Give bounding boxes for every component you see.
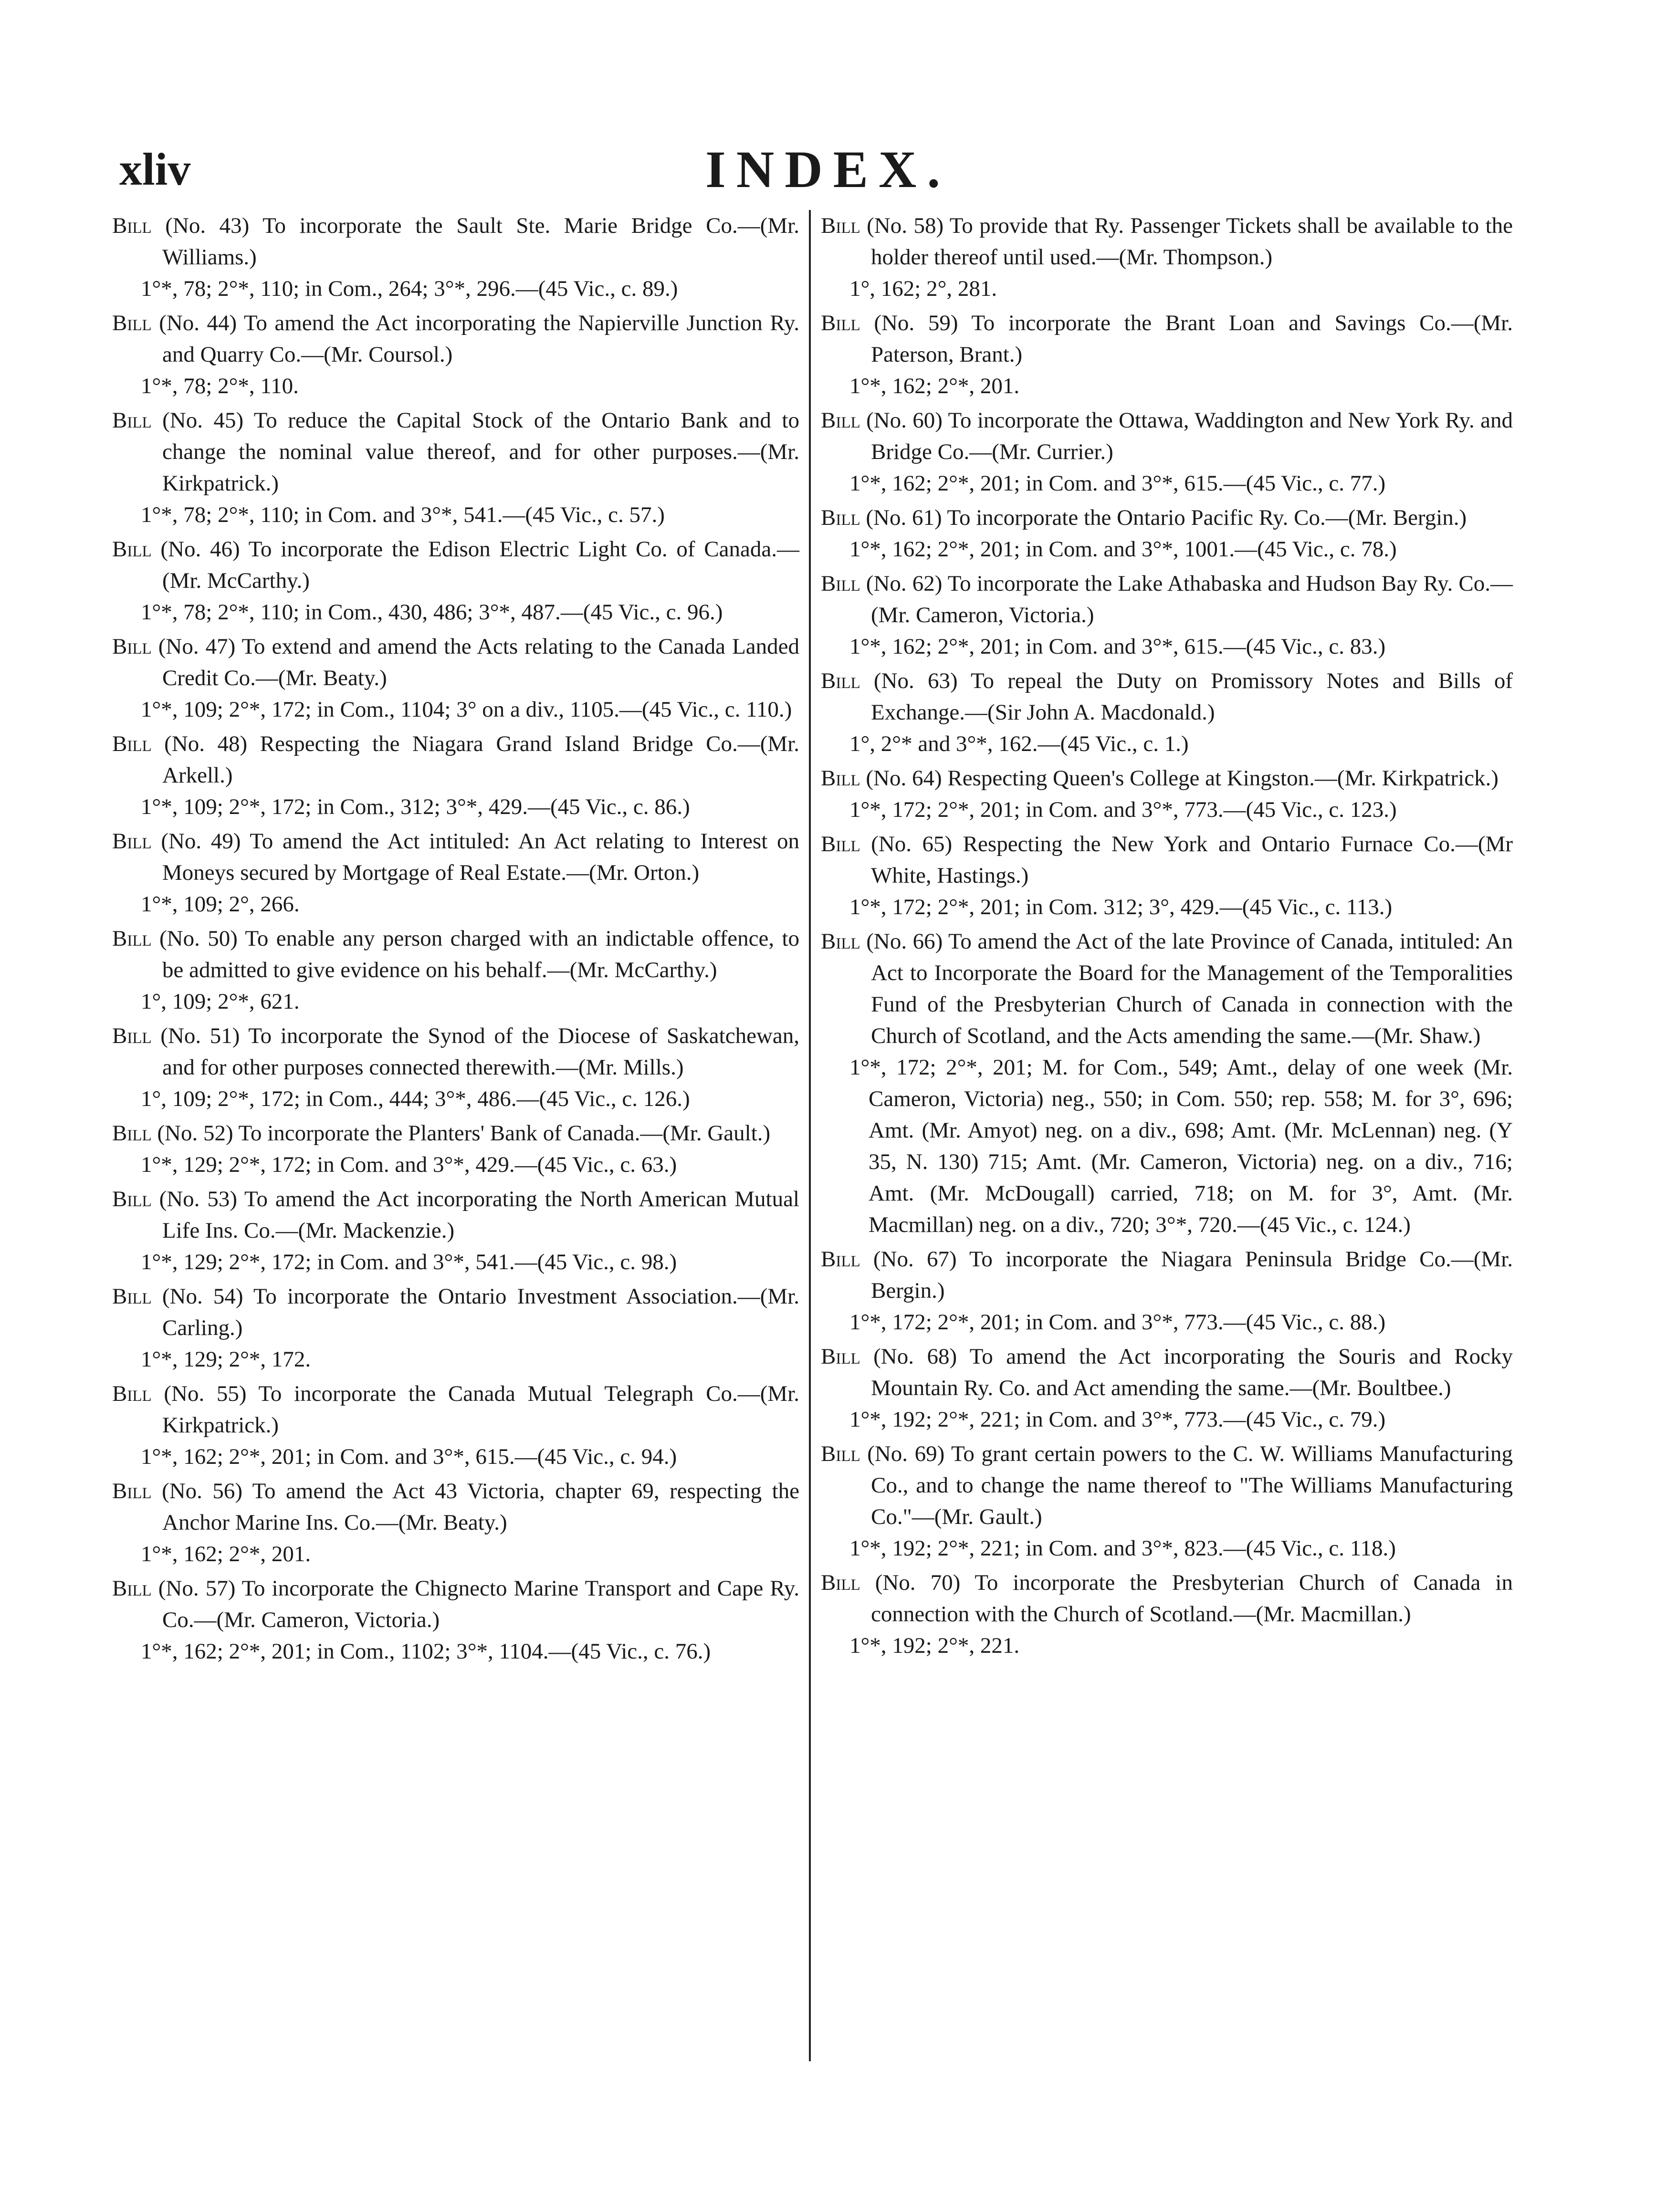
bill-label: Bill — [821, 1247, 860, 1272]
bill-label: Bill — [112, 311, 152, 335]
index-entry — [112, 1117, 799, 1180]
bill-proceedings: 1°*, 78; 2°*, 110; in Com. and 3°*, 541.—(45 Vic., c. 57.) — [141, 502, 665, 527]
bill-title: (No. 45) To reduce the Capital Stock of the Ontario Bank and to change the nominal value thereof, and for other purposes.—(Mr. Kirkpatrick.) — [151, 408, 799, 496]
bill-label: Bill — [821, 408, 860, 433]
index-entry — [112, 1183, 799, 1278]
bill-label: Bill — [821, 766, 860, 791]
bill-proceedings: 1°*, 172; 2°*, 201; in Com. and 3°*, 773.—(45 Vic., c. 88.) — [849, 1310, 1386, 1335]
entry-heading — [821, 926, 1513, 1052]
bill-proceedings: 1°*, 109; 2°*, 172; in Com., 312; 3°*, 429.—(45 Vic., c. 86.) — [141, 794, 690, 819]
index-entry — [821, 502, 1513, 565]
entry-heading — [112, 1281, 799, 1344]
index-entry — [112, 1020, 799, 1115]
index-entry — [821, 828, 1513, 923]
entry-heading — [112, 307, 799, 370]
bill-title: (No. 50) To enable any person charged with an indictable offence, to be admitted to give evidence on his behalf.—(Mr. McCarthy.) — [151, 926, 799, 982]
bill-title: (No. 51) To incorporate the Synod of the Diocese of Saskatchewan, and for other purposes connected therewith.—(Mr. Mills.) — [151, 1023, 799, 1080]
entry-heading — [821, 828, 1513, 891]
bill-proceedings: 1°*, 162; 2°*, 201; in Com. and 3°*, 1001.—(45 Vic., c. 78.) — [849, 537, 1397, 562]
page-title: INDEX. — [705, 140, 951, 198]
bill-title: (No. 43) To incorporate the Sault Ste. Marie Bridge Co.—(Mr. Williams.) — [151, 213, 799, 270]
bill-title: (No. 66) To amend the Act of the late Province of Canada, intituled: An Act to Incorporate the Board for the Management of the Temporalities Fund of the Presbyterian Church of Canada in connection with the Church of Scotland, and the Acts amending the same.—(Mr. Shaw.) — [860, 929, 1513, 1048]
bill-label: Bill — [821, 1570, 860, 1595]
bill-title: (No. 47) To extend and amend the Acts relating to the Canada Landed Credit Co.—(Mr. Beaty.) — [151, 634, 799, 690]
bill-proceedings: 1°, 2°* and 3°*, 162.—(45 Vic., c. 1.) — [849, 731, 1189, 756]
bill-proceedings: 1°*, 129; 2°*, 172; in Com. and 3°*, 429.—(45 Vic., c. 63.) — [141, 1152, 677, 1177]
bill-title: (No. 62) To incorporate the Lake Athabaska and Hudson Bay Ry. Co.—(Mr. Cameron, Victoria.) — [860, 571, 1513, 627]
bill-label: Bill — [821, 1344, 860, 1369]
index-entry — [821, 1567, 1513, 1661]
entry-heading — [821, 1438, 1513, 1533]
right-column — [821, 210, 1513, 2118]
index-entry — [112, 1475, 799, 1570]
bill-proceedings: 1°*, 162; 2°*, 201. — [849, 374, 1020, 398]
bill-label: Bill — [821, 213, 860, 238]
index-entry — [112, 307, 799, 402]
bill-label: Bill — [112, 731, 152, 756]
entry-heading — [821, 665, 1513, 728]
entry-heading — [821, 502, 1513, 533]
bill-title: (No. 56) To amend the Act 43 Victoria, chapter 69, respecting the Anchor Marine Ins. Co.—(Mr. Beaty.) — [151, 1479, 799, 1535]
entry-heading — [112, 1573, 799, 1636]
entry-heading — [112, 1183, 799, 1246]
bill-title: (No. 53) To amend the Act incorporating the North American Mutual Life Ins. Co.—(Mr. Mackenzie.) — [151, 1187, 799, 1243]
bill-title: (No. 49) To amend the Act intituled: An Act relating to Interest on Moneys secured by Mortgage of Real Estate.—(Mr. Orton.) — [151, 829, 799, 885]
bill-proceedings: 1°*, 162; 2°*, 201; in Com. and 3°*, 615.—(45 Vic., c. 77.) — [849, 471, 1386, 496]
index-entry — [112, 825, 799, 920]
bill-proceedings: 1°*, 109; 2°, 266. — [141, 892, 300, 917]
bill-proceedings: 1°*, 78; 2°*, 110. — [141, 374, 299, 398]
bill-title: (No. 48) Respecting the Niagara Grand Island Bridge Co.—(Mr. Arkell.) — [151, 731, 799, 788]
entry-heading — [112, 923, 799, 986]
bill-label: Bill — [112, 1023, 152, 1048]
entry-heading — [821, 405, 1513, 468]
entry-heading — [112, 533, 799, 596]
bill-label: Bill — [112, 408, 152, 433]
bill-title: (No. 57) To incorporate the Chignecto Marine Transport and Cape Ry. Co.—(Mr. Cameron, Victoria.) — [151, 1576, 799, 1632]
index-entry — [821, 762, 1513, 825]
bill-label: Bill — [112, 537, 152, 562]
bill-label: Bill — [821, 832, 860, 856]
bill-label: Bill — [821, 1441, 860, 1466]
bill-label: Bill — [821, 311, 860, 335]
bill-proceedings: 1°*, 78; 2°*, 110; in Com., 264; 3°*, 296.—(45 Vic., c. 89.) — [141, 276, 678, 301]
bill-proceedings: 1°, 109; 2°*, 621. — [141, 989, 300, 1014]
bill-proceedings: 1°*, 78; 2°*, 110; in Com., 430, 486; 3°*, 487.—(45 Vic., c. 96.) — [141, 600, 723, 625]
index-entry — [821, 665, 1513, 760]
bill-proceedings: 1°*, 162; 2°*, 201; in Com. and 3°*, 615.—(45 Vic., c. 94.) — [141, 1444, 677, 1469]
bill-title: (No. 69) To grant certain powers to the C. W. Williams Manufacturing Co., and to change the name thereof to "The Williams Manufacturing Co."—(Mr. Gault.) — [860, 1441, 1513, 1529]
entry-heading — [112, 1020, 799, 1083]
entry-heading — [112, 728, 799, 791]
bill-proceedings: 1°*, 172; 2°*, 201; in Com. 312; 3°, 429.—(45 Vic., c. 113.) — [849, 895, 1393, 919]
entry-heading — [112, 210, 799, 273]
bill-proceedings: 1°, 109; 2°*, 172; in Com., 444; 3°*, 486.—(45 Vic., c. 126.) — [141, 1086, 690, 1111]
index-entry — [112, 1378, 799, 1472]
bill-label: Bill — [821, 668, 860, 693]
entry-heading — [112, 1378, 799, 1441]
bill-proceedings: 1°*, 129; 2°*, 172. — [141, 1347, 311, 1372]
bill-label: Bill — [821, 571, 860, 596]
bill-title: (No. 55) To incorporate the Canada Mutual Telegraph Co.—(Mr. Kirkpatrick.) — [151, 1381, 799, 1438]
index-entry — [112, 631, 799, 725]
index-entry — [821, 210, 1513, 304]
entry-heading — [821, 210, 1513, 273]
entry-heading — [821, 1243, 1513, 1306]
bill-proceedings: 1°*, 172; 2°*, 201; M. for Com., 549; Amt., delay of one week (Mr. Cameron, Victoria) neg., 550; in Com. 550; rep. 558; M. for 3°, 696; Amt. (Mr. Amyot) neg. on a div., 698; Amt. (Mr. McLennan) neg. (Y 35, N. 130) 715; Amt. (Mr. Cameron, Victoria) neg. on a div., 716; Amt. (Mr. McDougall) carried, 718; on M. for 3°, Amt. (Mr. Macmillan) neg. on a div., 720; 3°*, 720.—(45 Vic., c. 124.) — [849, 1055, 1513, 1237]
index-entry — [821, 1341, 1513, 1435]
entry-heading — [821, 568, 1513, 631]
bill-title: (No. 70) To incorporate the Presbyterian Church of Canada in connection with the Church of Scotland.—(Mr. Macmillan.) — [860, 1570, 1513, 1627]
bill-label: Bill — [112, 1121, 152, 1146]
entry-heading — [821, 762, 1513, 794]
bill-title: (No. 52) To incorporate the Planters' Bank of Canada.—(Mr. Gault.) — [151, 1121, 771, 1146]
entry-heading — [112, 1117, 799, 1149]
bill-proceedings: 1°*, 172; 2°*, 201; in Com. and 3°*, 773.—(45 Vic., c. 123.) — [849, 797, 1397, 822]
bill-proceedings: 1°*, 192; 2°*, 221. — [849, 1633, 1020, 1658]
bill-label: Bill — [821, 505, 860, 530]
index-entry — [821, 1438, 1513, 1564]
entry-heading — [112, 1475, 799, 1538]
index-entry — [821, 926, 1513, 1241]
index-entry — [112, 405, 799, 531]
bill-label: Bill — [112, 926, 152, 951]
bill-proceedings: 1°*, 192; 2°*, 221; in Com. and 3°*, 773.—(45 Vic., c. 79.) — [849, 1407, 1386, 1432]
bill-label: Bill — [821, 929, 860, 954]
column-divider — [809, 210, 811, 2061]
entry-heading — [821, 307, 1513, 370]
bill-proceedings: 1°*, 162; 2°*, 201. — [141, 1542, 311, 1566]
bill-label: Bill — [112, 1187, 152, 1211]
index-entry — [821, 1243, 1513, 1338]
bill-title: (No. 54) To incorporate the Ontario Investment Association.—(Mr. Carling.) — [151, 1284, 799, 1340]
left-column — [112, 210, 799, 2118]
page-number: xliv — [119, 144, 191, 195]
entry-heading — [112, 405, 799, 499]
index-entry — [821, 405, 1513, 499]
entry-heading — [112, 825, 799, 888]
index-entry — [112, 210, 799, 304]
bill-proceedings: 1°*, 192; 2°*, 221; in Com. and 3°*, 823.—(45 Vic., c. 118.) — [849, 1536, 1396, 1561]
index-entry — [112, 1281, 799, 1375]
bill-title: (No. 44) To amend the Act incorporating the Napierville Junction Ry. and Quarry Co.—(Mr. Coursol.) — [151, 311, 799, 367]
index-entry — [112, 533, 799, 628]
index-entry — [821, 568, 1513, 662]
bill-title: (No. 46) To incorporate the Edison Electric Light Co. of Canada.—(Mr. McCarthy.) — [151, 537, 799, 593]
bill-proceedings: 1°, 162; 2°, 281. — [849, 276, 997, 301]
bill-title: (No. 59) To incorporate the Brant Loan and Savings Co.—(Mr. Paterson, Brant.) — [860, 311, 1513, 367]
bill-title: (No. 61) To incorporate the Ontario Pacific Ry. Co.—(Mr. Bergin.) — [860, 505, 1467, 530]
bill-label: Bill — [112, 634, 152, 659]
bill-proceedings: 1°*, 162; 2°*, 201; in Com. and 3°*, 615.—(45 Vic., c. 83.) — [849, 634, 1386, 659]
entry-heading — [821, 1567, 1513, 1630]
entry-heading — [821, 1341, 1513, 1404]
bill-title: (No. 67) To incorporate the Niagara Peninsula Bridge Co.—(Mr. Bergin.) — [860, 1247, 1513, 1303]
bill-label: Bill — [112, 1284, 152, 1309]
index-entry — [112, 728, 799, 823]
bill-label: Bill — [112, 829, 152, 854]
page-header — [0, 138, 1656, 205]
entry-heading — [112, 631, 799, 694]
index-entry — [821, 307, 1513, 402]
bill-proceedings: 1°*, 129; 2°*, 172; in Com. and 3°*, 541.—(45 Vic., c. 98.) — [141, 1250, 677, 1274]
bill-title: (No. 63) To repeal the Duty on Promissory Notes and Bills of Exchange.—(Sir John A. Macdonald.) — [860, 668, 1513, 725]
index-entry — [112, 923, 799, 1017]
bill-label: Bill — [112, 1381, 152, 1406]
bill-title: (No. 68) To amend the Act incorporating the Souris and Rocky Mountain Ry. Co. and Act amending the same.—(Mr. Boultbee.) — [860, 1344, 1513, 1400]
bill-proceedings: 1°*, 162; 2°*, 201; in Com., 1102; 3°*, 1104.—(45 Vic., c. 76.) — [141, 1639, 711, 1664]
bill-label: Bill — [112, 213, 152, 238]
bill-title: (No. 60) To incorporate the Ottawa, Waddington and New York Ry. and Bridge Co.—(Mr. Currier.) — [860, 408, 1513, 464]
bill-label: Bill — [112, 1576, 152, 1601]
bill-title: (No. 64) Respecting Queen's College at Kingston.—(Mr. Kirkpatrick.) — [860, 766, 1499, 791]
bill-title: (No. 65) Respecting the New York and Ontario Furnace Co.—(Mr White, Hastings.) — [860, 832, 1513, 888]
bill-label: Bill — [112, 1479, 152, 1503]
index-entry — [112, 1573, 799, 1667]
bill-proceedings: 1°*, 109; 2°*, 172; in Com., 1104; 3° on a div., 1105.—(45 Vic., c. 110.) — [141, 697, 792, 722]
bill-title: (No. 58) To provide that Ry. Passenger Tickets shall be available to the holder thereof until used.—(Mr. Thompson.) — [860, 213, 1513, 270]
